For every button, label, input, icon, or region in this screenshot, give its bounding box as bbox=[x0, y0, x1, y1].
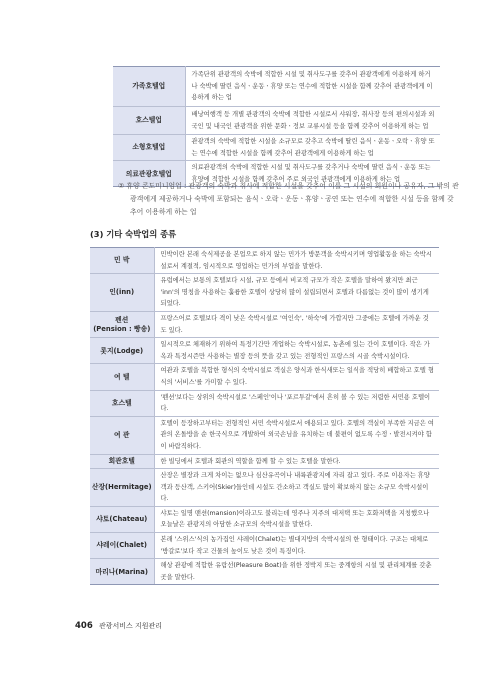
table-row bbox=[113, 135, 440, 161]
row-description: 호텔이 등장하고부터는 전형적인 서민 숙박시설로서 애용되고 있다. 호텔의 객실이 부족한 지금은 여관의 온돌방을 순 한국식으로 개발하여 외국손님을 유치하는 데 불편이 없도록 수정ㆍ발전시켜야 함이 바람직하다. bbox=[154, 416, 439, 454]
row-description: 의료관광객의 숙박에 적합한 시설 및 취사도구를 갖추거나 숙박에 딸린 음식ㆍ운동 또는 휴양에 적합한 시설을 함께 갖추어 주로 외국인 관광객에게 이용하게 하는 업 bbox=[185, 161, 440, 187]
table-row bbox=[113, 67, 440, 107]
table-row bbox=[90, 559, 439, 585]
row-description: 프랑스어로 호텔보다 격이 낮은 숙박시설로 '여인숙', '하숙'에 가깝지만 그중에는 호텔에 가까운 것도 있다. bbox=[154, 311, 439, 337]
row-term: 여 텔 bbox=[90, 364, 154, 390]
table-row bbox=[113, 107, 440, 135]
row-term: 의료관광호텔업 bbox=[113, 161, 185, 187]
row-description: 유럽에서는 보통의 호텔보다 시설, 규모 등에서 비교적 규모가 작은 호텔을 말하여 왔지만 최근 'inn'의 명칭을 사용하는 훌륭한 호텔이 상당히 많이 설립되면서 호텔과 다름없는 것이 많이 생기게 되었다. bbox=[154, 274, 439, 312]
row-term: 마리나(Marina) bbox=[90, 559, 154, 585]
table-row bbox=[90, 390, 439, 416]
other-lodging-table-body bbox=[90, 248, 439, 585]
row-description: 관광객의 숙박에 적합한 시설을 소규모로 갖추고 숙박에 딸린 음식ㆍ운동ㆍ오락ㆍ휴양 또는 연수에 적합한 시설을 함께 갖추어 관광객에게 이용하게 하는 업 bbox=[185, 135, 440, 161]
table-row bbox=[90, 364, 439, 390]
table-row bbox=[90, 416, 439, 454]
row-term: 호스텔업 bbox=[113, 107, 185, 135]
row-term: 샤토(Chateau) bbox=[90, 506, 154, 532]
row-term: 여 관 bbox=[90, 416, 154, 454]
table-row bbox=[90, 311, 439, 337]
row-description: 해상 관광에 적합한 유람선(Pleasure Boat)을 위한 정박지 또는 중계항의 시설 및 관리체계를 갖춘 곳을 말한다. bbox=[154, 559, 439, 585]
book-title: 관광서비스 지원관리 bbox=[98, 622, 163, 630]
page-footer bbox=[75, 621, 162, 631]
row-term: 인(inn) bbox=[90, 274, 154, 312]
row-term: 샤레이(Chalet) bbox=[90, 533, 154, 559]
row-description: 산장은 별장과 크게 차이는 없으나 심산유곡이나 내륙관광지에 자리 잡고 있다. 주로 이용자는 휴양객과 등산객, 스키어(Skier)들인데 시설도 간소하고 객실도 많이 확보하지 않는 소규모 숙박시설이다. bbox=[154, 469, 439, 507]
hotel-types-table-body bbox=[113, 67, 440, 187]
hotel-types-table bbox=[113, 66, 440, 187]
row-description: 샤토는 일명 맨션(mansion)이라고도 불리는데 영주나 지주의 대저택 또는 호화저택을 지칭했으나 오늘날은 관광지의 아담한 소규모의 숙박시설을 말한다. bbox=[154, 506, 439, 532]
condominium-note: ② 휴양 콘도미니엄업 : 관광객의 숙박과 취사에 적합한 시설을 갖추어 이를 그 시설의 회원이나 공유자, 그 밖의 관광객에게 제공하거나 숙박에 포함되는 음식ㆍ오락ㆍ운동ㆍ휴양ㆍ공연 또는 연수에 적합한 시설 등을 함께 갖추어 이용하게 하는 업 bbox=[118, 182, 459, 216]
row-description: 여관과 호텔을 복합한 형식의 숙박시설로 객실은 양식과 한식새또는 일식을 적당히 배합하고 호텔 형식의 '서비스'를 가미할 수 있다. bbox=[154, 364, 439, 390]
other-lodging-table bbox=[90, 247, 439, 585]
row-term: 펜션 (Pension : 빵숑) bbox=[90, 311, 154, 337]
table-row bbox=[90, 248, 439, 274]
row-description: 일시적으로 체재하기 위하여 특정기간만 개업하는 숙박시설로, 농촌에 있는 간이 호텔이다. 작은 가옥과 특정시즌만 사용하는 별장 등의 뜻을 갖고 있는 전형적인 프랑스의 시골 숙박시설이다. bbox=[154, 338, 439, 364]
row-description: 본래 '스위스'식의 농가집인 샤레이(Chalet)는 별대지방의 숙박시설의 한 형태이다. 구조는 대체로 '방갈로'보다 작고 건물의 높이도 낮은 것이 특징이다. bbox=[154, 533, 439, 559]
row-description: 배낭여행객 등 개별 관광객의 숙박에 적합한 시설로서 샤워장, 취사장 등의 편의시설과 외국인 및 내국인 관광객을 위한 문화ㆍ정보 교류시설 등을 함께 갖추어 이용하게 하는 업 bbox=[185, 107, 440, 135]
row-term: 롯지(Lodge) bbox=[90, 338, 154, 364]
row-term: 민 박 bbox=[90, 248, 154, 274]
section-title: (3) 기타 숙박업의 종류 bbox=[90, 229, 177, 239]
table-row bbox=[90, 469, 439, 507]
row-term: 호스텔 bbox=[90, 390, 154, 416]
table-row bbox=[90, 533, 439, 559]
row-term: 회관호텔 bbox=[90, 454, 154, 469]
table-row bbox=[90, 506, 439, 532]
table-row bbox=[90, 338, 439, 364]
row-description: 한 빌딩에서 호텔과 회관의 역할을 함께 할 수 있는 호텔을 말한다. bbox=[154, 454, 439, 469]
table-row bbox=[90, 454, 439, 469]
row-description: '펜션'보다는 상위의 숙박시설로 '스페인'이나 '포르투갈'에서 흔히 볼 수 있는 저렴한 서민용 호텔이다. bbox=[154, 390, 439, 416]
row-description: 민박이란 본래 숙식제공을 본업으로 하지 않는 민가가 방문객을 숙박시키며 영업활동을 하는 숙박시설로서 계절적, 임시적으로 영업하는 민가의 부업을 말한다. bbox=[154, 248, 439, 274]
table-row bbox=[90, 274, 439, 312]
row-term: 가족호텔업 bbox=[113, 67, 185, 107]
row-term: 산장(Hermitage) bbox=[90, 469, 154, 507]
row-description: 가족단위 관광객의 숙박에 적합한 시설 및 취사도구를 갖추어 관광객에게 이용하게 하거나 숙박에 딸린 음식ㆍ운동ㆍ휴양 또는 연수에 적합한 시설을 함께 갖추어 관광객에게 이용하게 하는 업 bbox=[185, 67, 440, 107]
page-number: 406 bbox=[75, 621, 93, 631]
row-term: 소형호텔업 bbox=[113, 135, 185, 161]
